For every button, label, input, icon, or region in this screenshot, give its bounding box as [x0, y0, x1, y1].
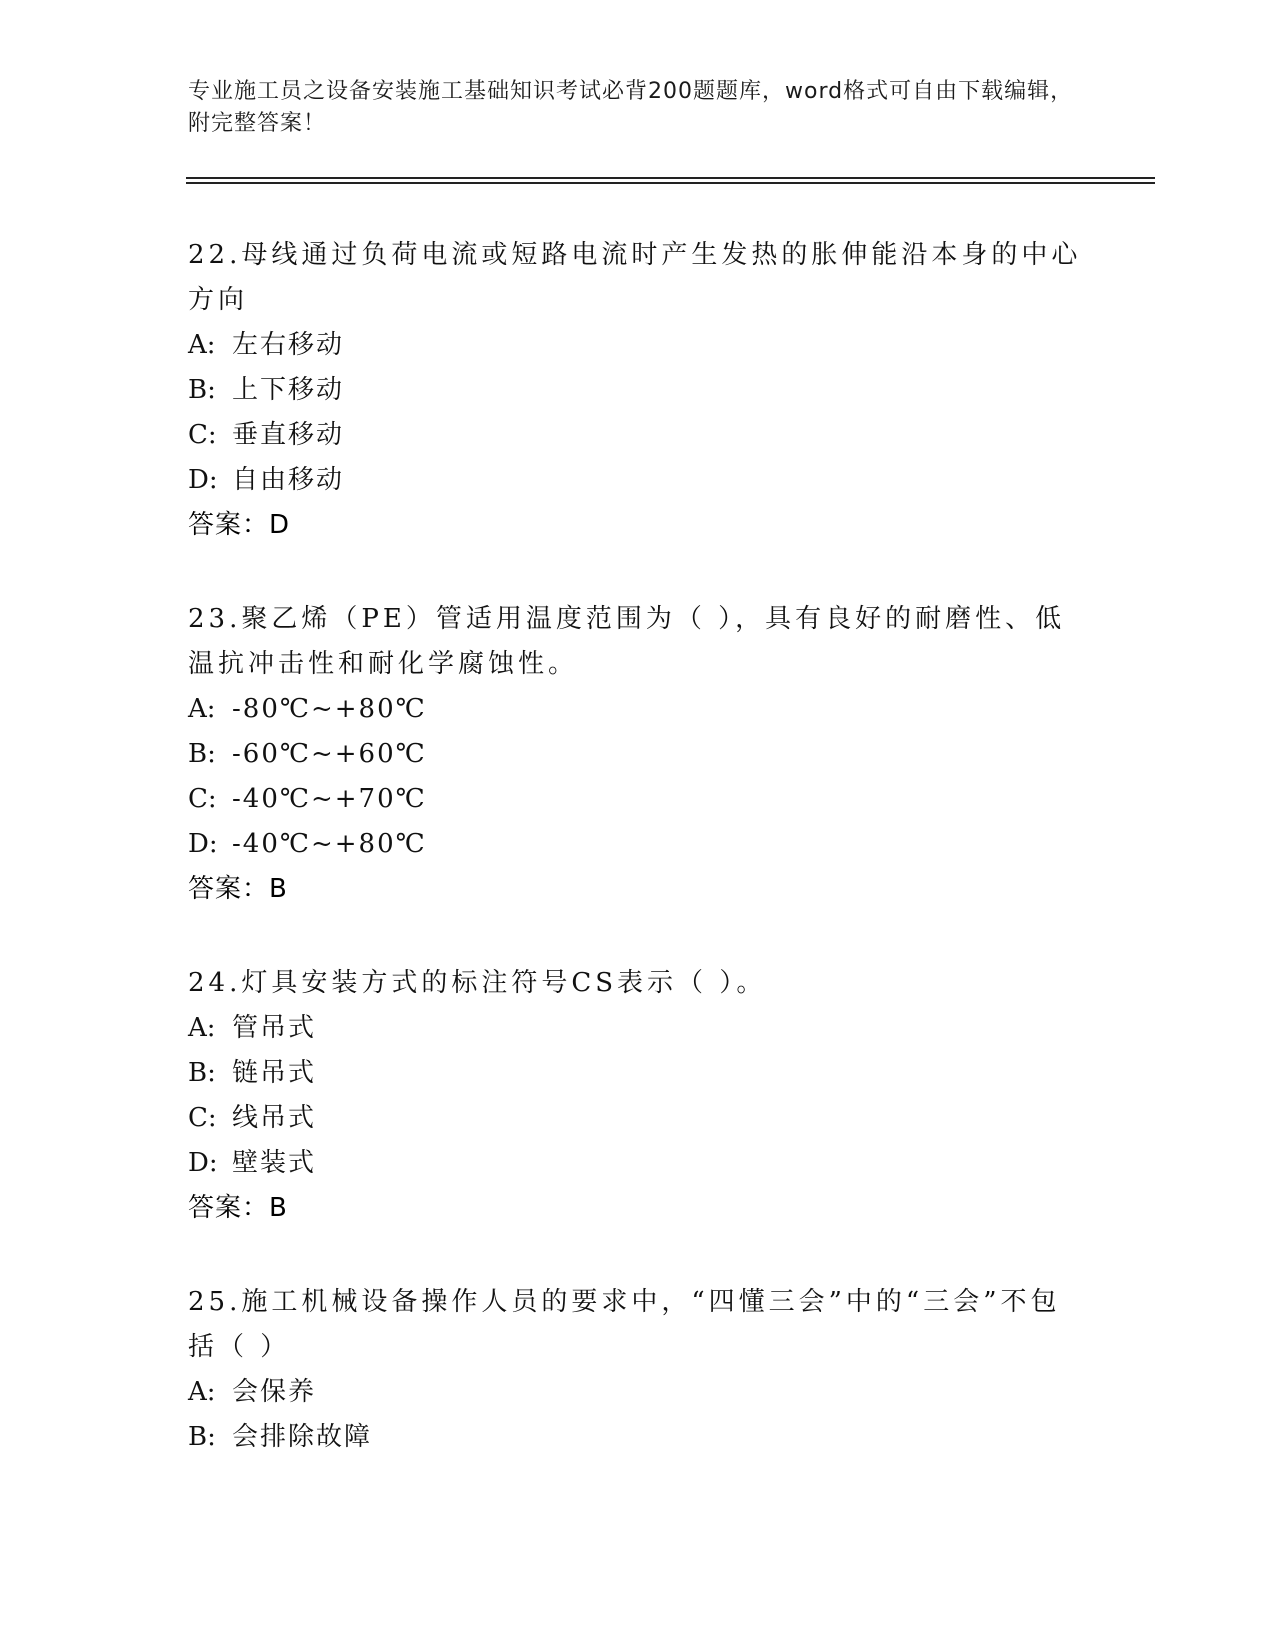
option-text: 上下移动	[232, 375, 345, 405]
option-d	[188, 458, 1088, 503]
option-d	[188, 822, 1088, 867]
option-letter: D:	[188, 465, 218, 495]
option-b	[188, 368, 1088, 413]
option-a	[188, 1006, 1088, 1051]
option-text: 管吊式	[232, 1013, 317, 1043]
option-text: 自由移动	[232, 465, 345, 495]
answer-line: 答案：D	[188, 510, 291, 540]
option-c	[188, 1096, 1088, 1141]
option-letter: C:	[188, 784, 217, 814]
question-stem: 24.灯具安装方式的标注符号CS表示（ ）。	[188, 968, 767, 998]
option-text: 壁装式	[232, 1148, 317, 1178]
option-letter: D:	[188, 829, 218, 859]
option-letter: A:	[188, 694, 216, 724]
document-header: 专业施工员之设备安装施工基础知识考试必背200题题库，word格式可自由下载编辑，附完整答案！	[188, 79, 1074, 136]
option-text: 链吊式	[232, 1058, 317, 1088]
question-22	[188, 233, 1088, 548]
question-stem: 25.施工机械设备操作人员的要求中，“四懂三会”中的“三会”不包括（ ）	[188, 1287, 1061, 1362]
option-letter: B:	[188, 375, 216, 405]
option-letter: A:	[188, 1377, 216, 1407]
question-23	[188, 597, 1088, 912]
question-24	[188, 961, 1088, 1231]
option-b	[188, 1415, 1088, 1460]
option-letter: D:	[188, 1148, 218, 1178]
answer-line: 答案：B	[188, 1193, 288, 1223]
option-a	[188, 687, 1088, 732]
question-25	[188, 1280, 1088, 1460]
option-text: -60℃~+60℃	[232, 739, 427, 769]
option-d	[188, 1141, 1088, 1186]
option-text: 会保养	[232, 1377, 317, 1407]
option-b	[188, 732, 1088, 777]
option-letter: B:	[188, 739, 216, 769]
answer-line: 答案：B	[188, 874, 288, 904]
option-letter: B:	[188, 1422, 216, 1452]
option-b	[188, 1051, 1088, 1096]
question-stem: 22.母线通过负荷电流或短路电流时产生发热的胀伸能沿本身的中心方向	[188, 240, 1082, 315]
option-a	[188, 323, 1088, 368]
option-text: 线吊式	[232, 1103, 317, 1133]
option-letter: A:	[188, 1013, 216, 1043]
option-text: 会排除故障	[232, 1422, 373, 1452]
header-divider-bottom	[186, 182, 1155, 184]
option-text: -40℃~+80℃	[232, 829, 427, 859]
option-c	[188, 413, 1088, 458]
option-a	[188, 1370, 1088, 1415]
header-divider-top	[186, 177, 1155, 179]
option-c	[188, 777, 1088, 822]
option-letter: B:	[188, 1058, 216, 1088]
option-letter: C:	[188, 1103, 217, 1133]
option-text: 左右移动	[232, 330, 345, 360]
option-text: -40℃~+70℃	[232, 784, 427, 814]
question-stem: 23.聚乙烯（PE）管适用温度范围为（ ），具有良好的耐磨性、低温抗冲击性和耐化学腐蚀性。	[188, 604, 1066, 679]
option-text: -80℃~+80℃	[232, 694, 427, 724]
option-letter: A:	[188, 330, 216, 360]
option-letter: C:	[188, 420, 217, 450]
option-text: 垂直移动	[232, 420, 345, 450]
